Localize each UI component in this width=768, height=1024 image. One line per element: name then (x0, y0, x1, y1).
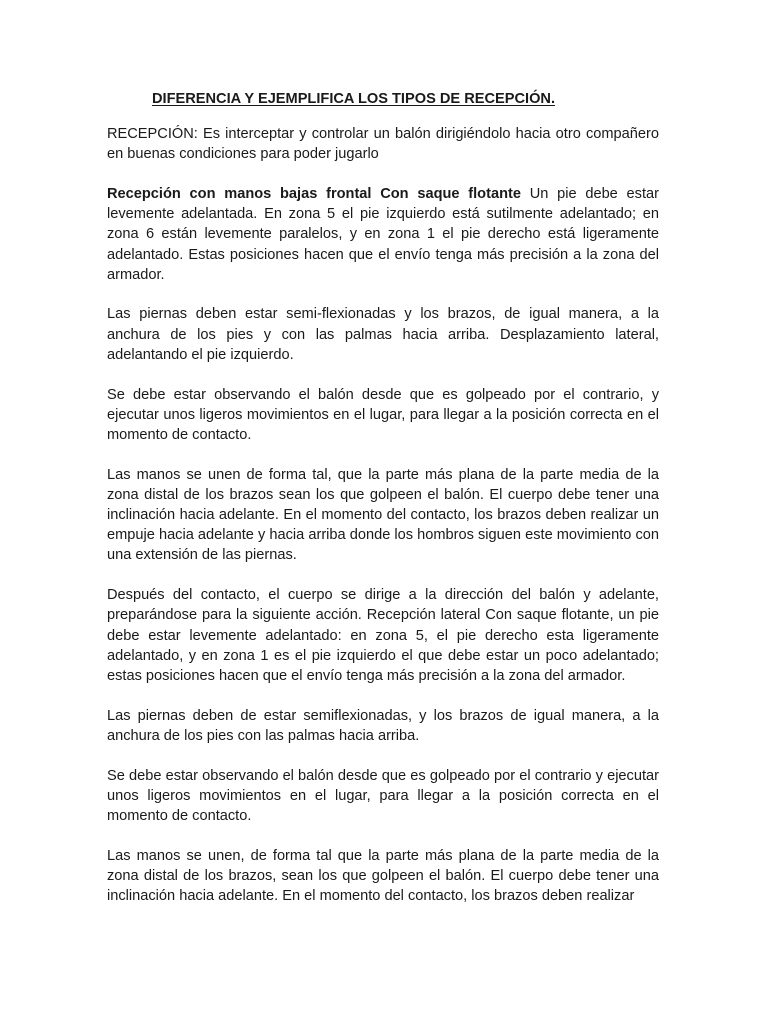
paragraph-legs-semiflexed (107, 706, 659, 746)
paragraph-text: Las manos se unen de forma tal, que la parte más plana de la parte media de la zona distal de los brazos sean los que golpeen el balón. El cuerpo debe tener una inclinación hacia adelante. En el momento del contacto, los brazos deben realizar un empuje hacia adelante y hacia arriba donde los hombros siguen este movimiento con una extensión de las piernas. (107, 466, 659, 564)
paragraph-frontal-reception (107, 184, 659, 285)
paragraph-observe-ball (107, 385, 659, 446)
paragraph-text: Se debe estar observando el balón desde que es golpeado por el contrario y ejecutar unos ligeros movimientos en el lugar, para llegar a la posición correcta en el momento de contacto. (107, 767, 659, 824)
paragraph-text: RECEPCIÓN: Es interceptar y controlar un balón dirigiéndolo hacia otro compañero en buenas condiciones para poder jugarlo (107, 126, 659, 163)
paragraph-text: Un pie debe estar levemente adelantada. En zona 5 el pie izquierdo está sutilmente adelantado; en zona 6 están levemente paralelos, y en zona 1 el pie derecho está ligeramente adelantado. Estas posiciones hacen que el envío tenga más precisión a la zona del armador. (107, 185, 659, 283)
paragraph-text: Después del contacto, el cuerpo se dirige a la dirección del balón y adelante, preparándose para la siguiente acción. Recepción lateral Con saque flotante, un pie debe estar levemente adelantado: en zona 5, el pie derecho esta ligeramente adelantado, y en zona 1 es el pie izquierdo el que debe estar un poco adelantado; estas posiciones hacen que el envío tenga más precisión a la zona del armador. (107, 587, 659, 684)
paragraph-legs-arms (107, 304, 659, 365)
paragraph-text: Se debe estar observando el balón desde que es golpeado por el contrario, y ejecutar unos ligeros movimientos en el lugar, para llegar a la posición correcta en el momento de contacto. (107, 386, 659, 443)
document-body (107, 124, 659, 926)
paragraph-after-contact (107, 585, 659, 686)
paragraph-hands-contact-lateral (107, 846, 659, 907)
document-title: DIFERENCIA Y EJEMPLIFICA LOS TIPOS DE RECEPCIÓN. (152, 91, 556, 107)
paragraph-definition (107, 124, 659, 164)
paragraph-heading: Recepción con manos bajas frontal Con saque flotante (107, 185, 521, 202)
paragraph-observe-ball-lateral (107, 766, 659, 827)
paragraph-text: Las piernas deben estar semi-flexionadas y los brazos, de igual manera, a la anchura de los pies y con las palmas hacia arriba. Desplazamiento lateral, adelantando el pie izquierdo. (107, 306, 659, 363)
paragraph-text: Las piernas deben de estar semiflexionadas, y los brazos de igual manera, a la anchura de los pies con las palmas hacia arriba. (107, 707, 659, 744)
paragraph-text: Las manos se unen, de forma tal que la parte más plana de la parte media de la zona distal de los brazos, sean los que golpeen el balón. El cuerpo debe tener una inclinación hacia adelante. En el momento del contacto, los brazos deben realizar (107, 847, 659, 905)
paragraph-hands-contact (107, 465, 659, 566)
